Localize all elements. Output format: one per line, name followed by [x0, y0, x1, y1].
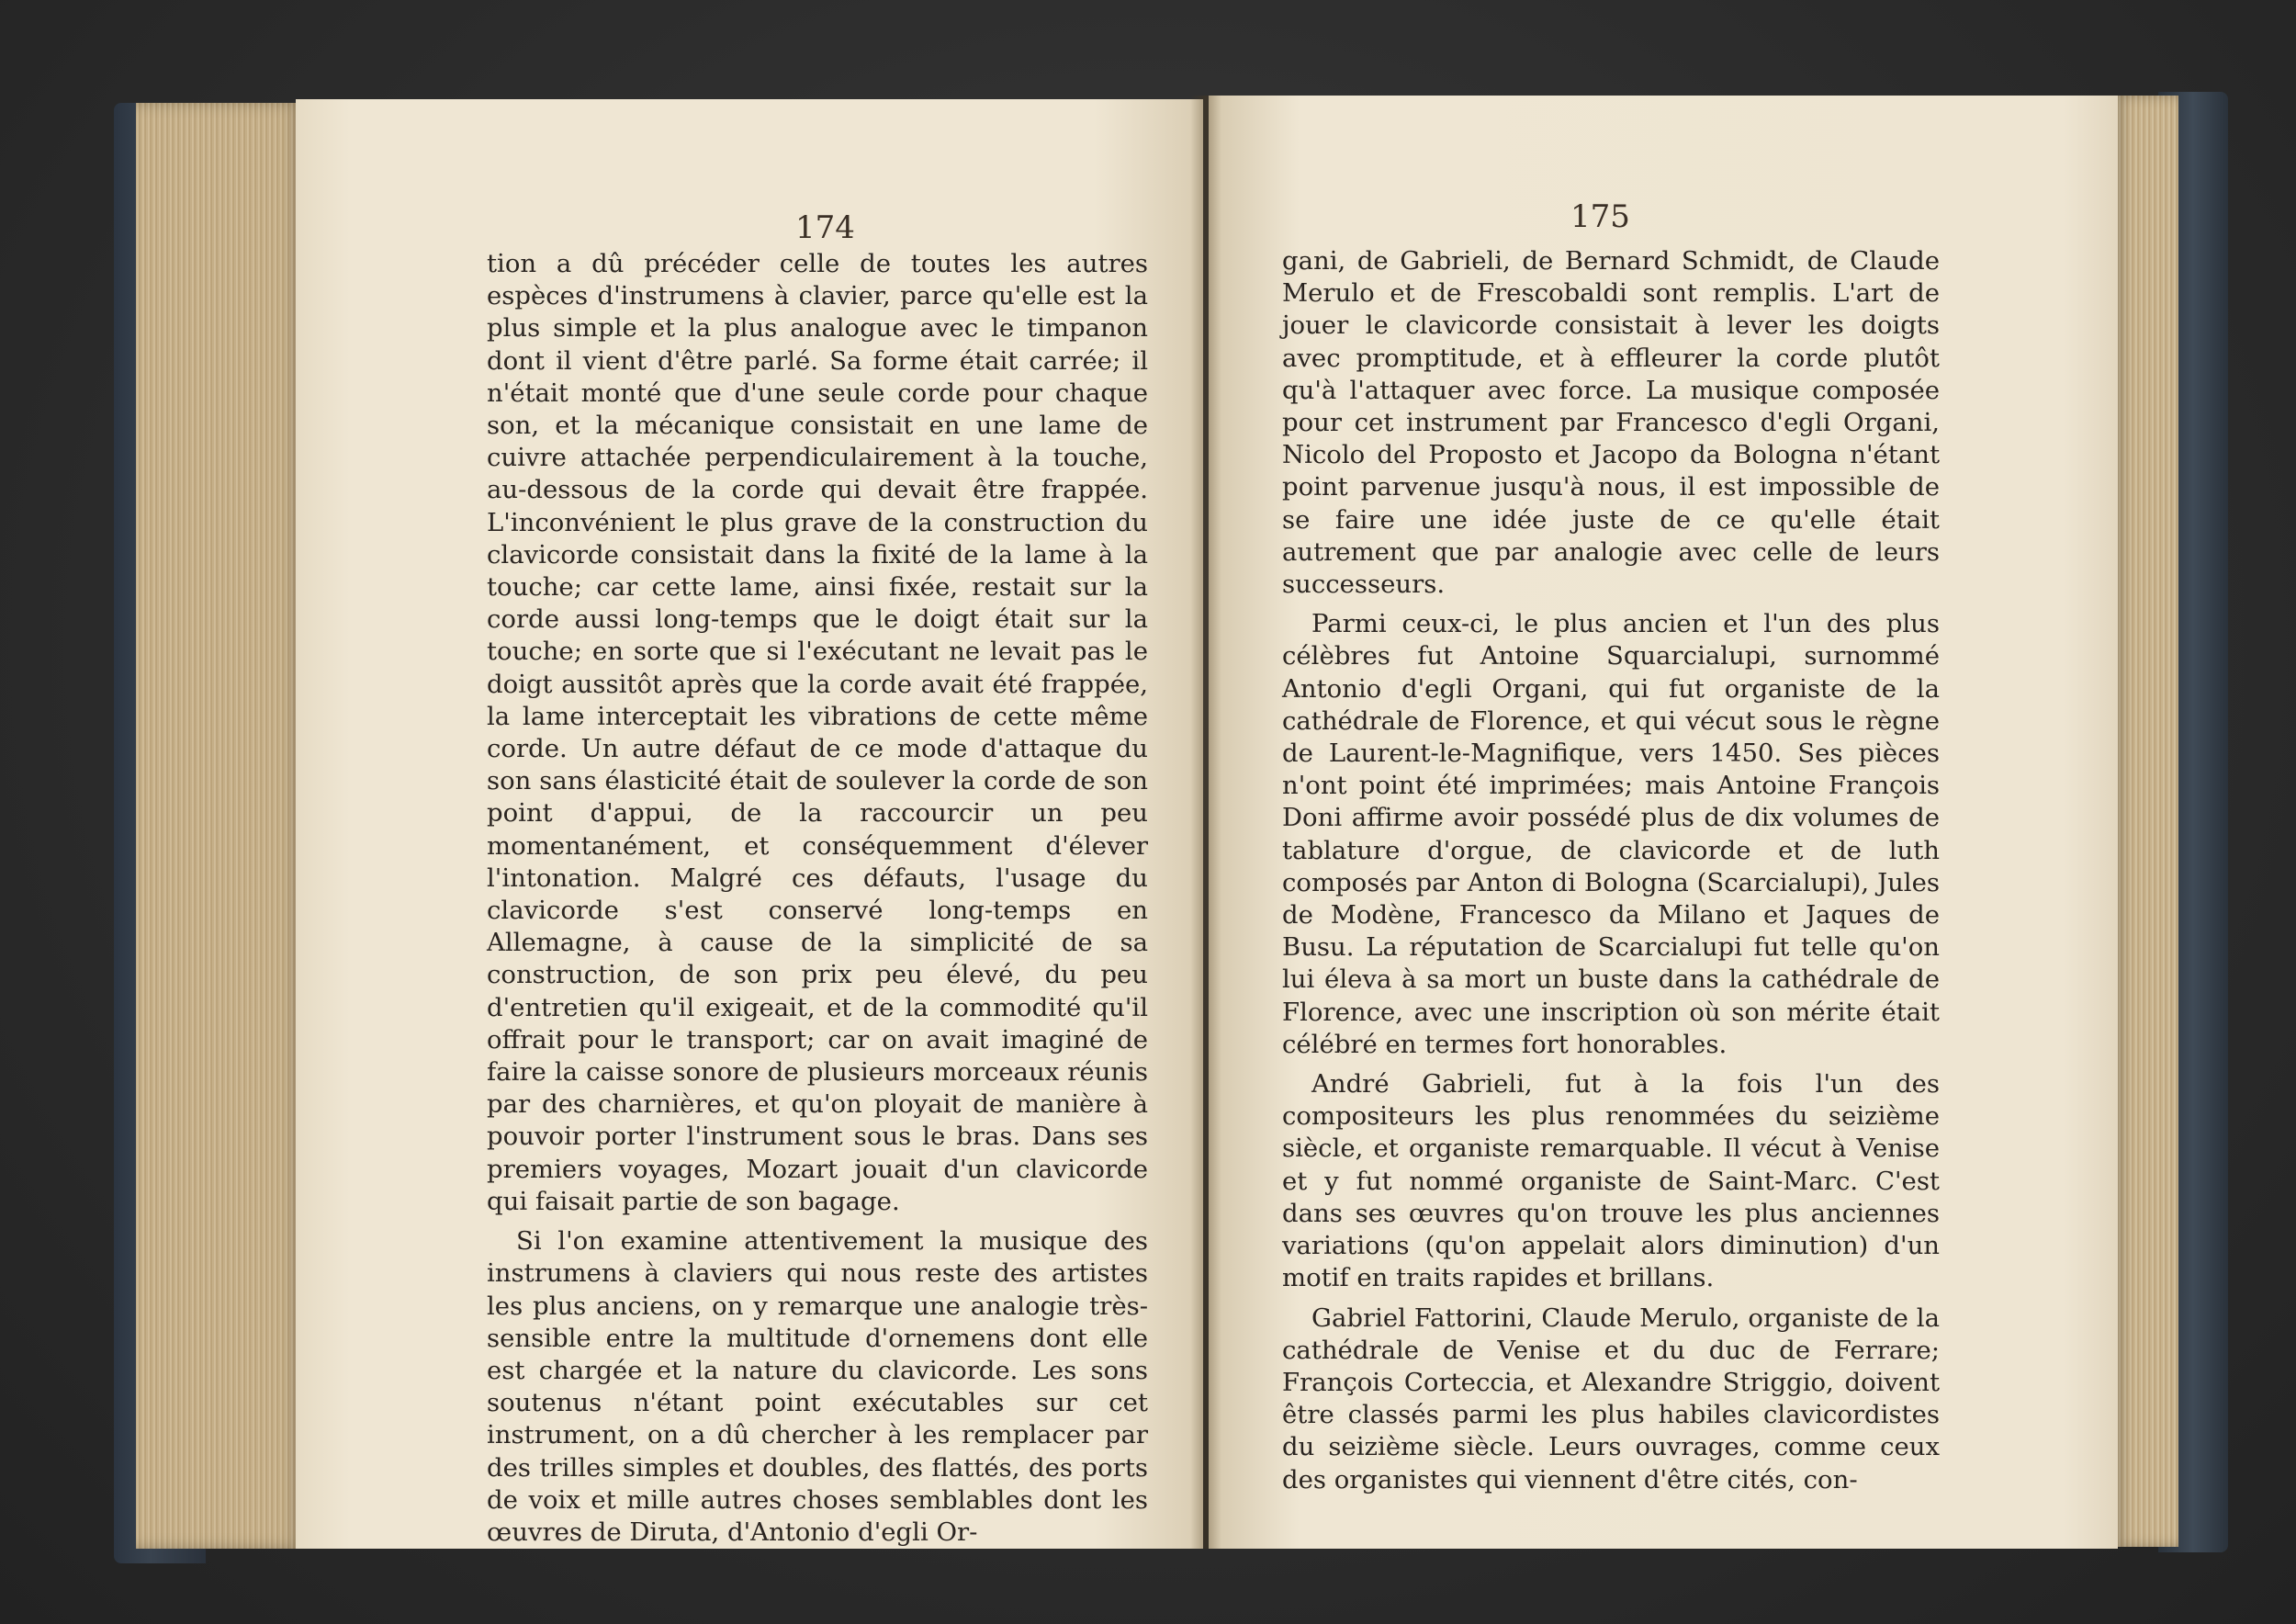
right-page-text: [1282, 245, 1940, 1504]
left-page-text: [487, 248, 1148, 1556]
right-page-number: 175: [1570, 198, 1630, 235]
right-paragraph-2: Parmi ceux-ci, le plus ancien et l'un des plus célèbres fut Antoine Squarcialupi, surnommé Antonio d'egli Organi, qui fut organiste de la cathédrale de Florence, et qui vécut sous le règne de Laurent-le-Magnifique, vers 1450. Ses pièces n'ont point été imprimées; mais Antoine François Doni affirme avoir possédé plus de dix volumes de tablature d'orgue, de clavicorde et de luth composés par Anton di Bologna (Scarcialupi), Jules de Modène, Francesco da Milano et Jaques de Busu. La réputation de Scarcialupi fut telle qu'on lui éleva à sa mort un buste dans la cathédrale de Florence, avec une inscription où son mérite était célébré en termes fort honorables.: [1282, 609, 1940, 1059]
page-block-edge-left: [136, 103, 303, 1549]
left-paragraph-2: Si l'on examine attentivement la musique des instrumens à claviers qui nous reste des artistes les plus anciens, on y remarque une analogie très-sensible entre la multitude d'ornemens dont elle est chargée et la nature du clavicorde. Les sons soutenus n'étant point exécutables sur cet instrument, on a dû chercher à les remplacer par des trilles simples et doubles, des flattés, des ports de voix et mille autres choses semblables dont les œuvres de Diruta, d'Antonio d'egli Or-: [487, 1226, 1148, 1547]
right-paragraph-1: gani, de Gabrieli, de Bernard Schmidt, de Claude Merulo et de Frescobaldi sont remplis. L'art de jouer le clavicorde consistait à lever les doigts avec promptitude, et à effleurer la corde plutôt qu'à l'attaquer avec force. La musique composée pour cet instrument par Francesco d'egli Organi, Nicolo del Proposto et Jacopo da Bologna n'étant point parvenue jusqu'à nous, il est impossible de se faire une idée juste de ce qu'elle était autrement que par analogie avec celle de leurs successeurs.: [1282, 246, 1940, 600]
left-paragraph-1: tion a dû précéder celle de toutes les autres espèces d'instrumens à clavier, parce qu'elle est la plus simple et la plus analogue avec le timpanon dont il vient d'être parlé. Sa forme était carrée; il n'était monté que d'une seule corde pour chaque son, et la mécanique consistait en une lame de cuivre attachée perpendiculairement à la touche, au-dessous de la corde qui devait être frappée. L'inconvénient le plus grave de la construction du clavicorde consistait dans la fixité de la lame à la touche; car cette lame, ainsi fixée, restait sur la corde aussi long-temps que le doigt était sur la touche; en sorte que si l'exécutant ne levait pas le doigt aussitôt après que la corde avait été frappée, la lame interceptait les vibrations de cette même corde. Un autre défaut de ce mode d'attaque du son sans élasticité était de soulever la corde de son point d'appui, de la raccourcir un peu momentanément, et conséquemment d'élever l'intonation. Malgré ces défauts, l'usage du clavicorde s'est conservé long-temps en Allemagne, à cause de la simplicité de sa construction, de son prix peu élevé, du peu d'entretien qu'il exigeait, et de la commodité qu'il offrait pour le transport; car on avait imaginé de faire la caisse sonore de plusieurs morceaux réunis par des charnières, et qu'on ployait de manière à pouvoir porter l'instrument sous le bras. Dans ses premiers voyages, Mozart jouait d'un clavicorde qui faisait partie de son bagage.: [487, 249, 1148, 1216]
page-block-edge-right: [2112, 96, 2178, 1547]
left-page-number: 174: [795, 209, 855, 246]
right-paragraph-4: Gabriel Fattorini, Claude Merulo, organiste de la cathédrale de Venise et du duc de Ferrare; François Corteccia, et Alexandre Striggio, doivent être classés parmi les plus habiles clavicordistes du seizième siècle. Leurs ouvrages, comme ceux des organistes qui viennent d'être cités, con-: [1282, 1303, 1940, 1494]
book-gutter: [1190, 96, 1221, 1549]
right-paragraph-3: André Gabrieli, fut à la fois l'un des compositeurs les plus renommées du seizième siècle, et organiste remarquable. Il vécut à Venise et y fut nommé organiste de Saint-Marc. C'est dans ses œuvres qu'on trouve les plus anciennes variations (qu'on appelait alors diminution) d'un motif en traits rapides et brillans.: [1282, 1069, 1940, 1293]
